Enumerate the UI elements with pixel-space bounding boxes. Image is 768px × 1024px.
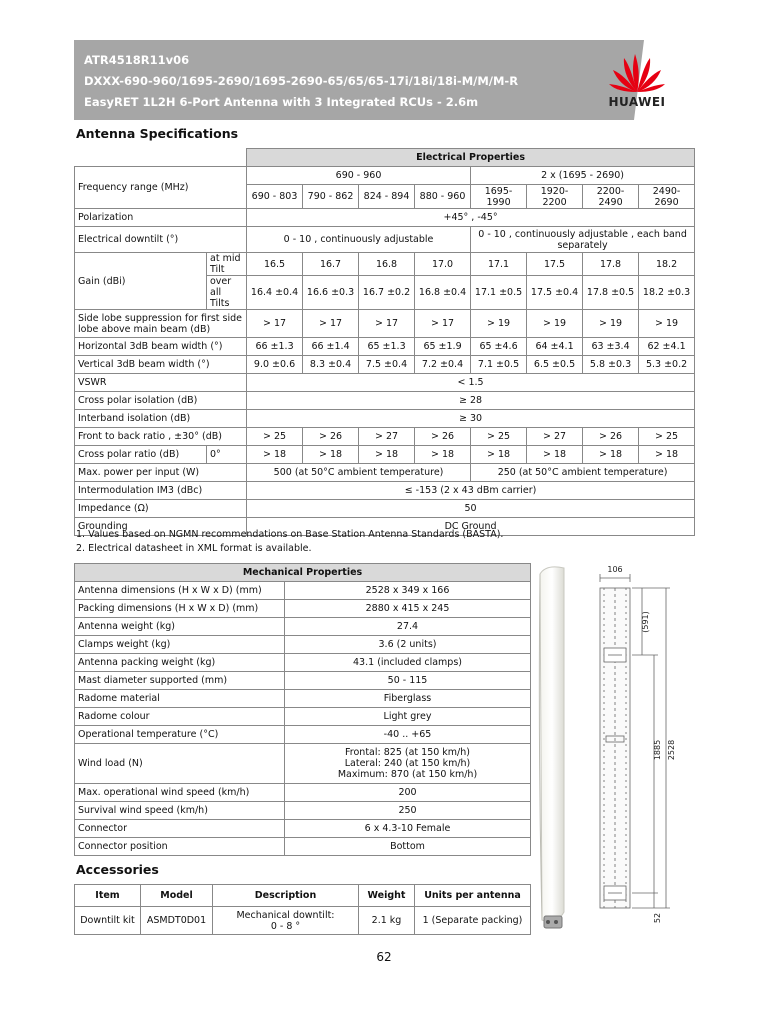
- hbw-cell: 64 ±4.1: [527, 338, 583, 356]
- mech-label: Connector: [75, 820, 285, 838]
- wind-line: Lateral: 240 (at 150 km/h): [344, 758, 471, 769]
- mechanical-title: Mechanical Properties: [75, 564, 531, 582]
- cpi-value: ≥ 28: [247, 392, 695, 410]
- mechanical-properties-table: [74, 563, 531, 856]
- huawei-logo: [588, 52, 686, 114]
- sidelobe-cell: > 17: [415, 310, 471, 338]
- cpr-cell: > 18: [359, 446, 415, 464]
- vbw-cell: 7.5 ±0.4: [359, 356, 415, 374]
- mech-label: Antenna dimensions (H x W x D) (mm): [75, 582, 285, 600]
- hbw-cell: 65 ±1.9: [415, 338, 471, 356]
- wind-value: [285, 744, 531, 784]
- ftb-cell: > 27: [527, 428, 583, 446]
- hbw-row: [75, 338, 695, 356]
- sidelobe-cell: > 17: [303, 310, 359, 338]
- gain-cell: 16.4 ±0.4: [247, 276, 303, 310]
- vbw-row: [75, 356, 695, 374]
- cpi-label: Cross polar isolation (dB): [75, 392, 247, 410]
- dim-width: 106: [607, 565, 623, 574]
- vbw-cell: 8.3 ±0.4: [303, 356, 359, 374]
- impedance-label: Impedance (Ω): [75, 500, 247, 518]
- mech-label: Connector position: [75, 838, 285, 856]
- dim-bottom: 52: [653, 912, 662, 924]
- vbw-cell: 5.3 ±0.2: [639, 356, 695, 374]
- wind-line: Maximum: 870 (at 150 km/h): [337, 769, 478, 780]
- wind-label: Wind load (N): [75, 744, 285, 784]
- gain-cell: 17.1 ±0.5: [471, 276, 527, 310]
- mech-value: 2528 x 349 x 166: [285, 582, 531, 600]
- accessories-table: [74, 884, 531, 935]
- hbw-cell: 65 ±1.3: [359, 338, 415, 356]
- vbw-cell: 5.8 ±0.3: [583, 356, 639, 374]
- polarization-label: Polarization: [75, 209, 247, 227]
- cpr-cell: > 18: [415, 446, 471, 464]
- gain-label: Gain (dBi): [75, 253, 207, 310]
- antenna-3d-view: [539, 567, 564, 928]
- gain-cell: 18.2: [639, 253, 695, 276]
- downtilt-low: 0 - 10 , continuously adjustable: [247, 227, 471, 253]
- hbw-cell: 63 ±3.4: [583, 338, 639, 356]
- vswr-value: < 1.5: [247, 374, 695, 392]
- polarization-value: +45° , -45°: [247, 209, 695, 227]
- acc-header: Item: [75, 885, 141, 907]
- mech-value: 50 - 115: [285, 672, 531, 690]
- document-header: [74, 40, 694, 120]
- gain-all-label: over all Tilts: [207, 276, 247, 310]
- gain-cell: 17.8: [583, 253, 639, 276]
- subband-cell: 2490- 2690: [639, 185, 695, 209]
- mech-label: Operational temperature (°C): [75, 726, 285, 744]
- sidelobe-cell: > 17: [359, 310, 415, 338]
- gain-cell: 17.5: [527, 253, 583, 276]
- ftb-cell: > 25: [247, 428, 303, 446]
- mech-value: Bottom: [285, 838, 531, 856]
- electrical-title: Electrical Properties: [247, 149, 695, 167]
- gain-cell: 16.7: [303, 253, 359, 276]
- band-low: 690 - 960: [247, 167, 471, 185]
- power-low: 500 (at 50°C ambient temperature): [247, 464, 471, 482]
- ftb-cell: > 27: [359, 428, 415, 446]
- freq-label: Frequency range (MHz): [75, 167, 247, 209]
- ftb-cell: > 26: [303, 428, 359, 446]
- page-number: 62: [376, 950, 392, 964]
- cpr-cell: > 18: [471, 446, 527, 464]
- product-model: ATR4518R11v06: [84, 53, 190, 67]
- vbw-cell: 6.5 ±0.5: [527, 356, 583, 374]
- mech-label: Radome material: [75, 690, 285, 708]
- product-code: DXXX-690-960/1695-2690/1695-2690-65/65/65-17i/18i/18i-M/M/M-R: [84, 74, 519, 88]
- grounding-value: DC Ground: [247, 518, 695, 536]
- dim-top: (591): [641, 611, 650, 633]
- mech-value: 6 x 4.3-10 Female: [285, 820, 531, 838]
- dim-total: 2528: [667, 739, 676, 761]
- acc-header: Units per antenna: [415, 885, 531, 907]
- mech-value: 27.4: [285, 618, 531, 636]
- ftb-cell: > 26: [415, 428, 471, 446]
- sidelobe-cell: > 17: [247, 310, 303, 338]
- acc-cell: 1 (Separate packing): [415, 907, 531, 935]
- ftb-cell: > 26: [583, 428, 639, 446]
- downtilt-label: Electrical downtilt (°): [75, 227, 247, 253]
- note: 1. Values based on NGMN recommendations on Base Station Antenna Standards (BASTA).: [76, 529, 504, 540]
- subband-cell: 1920- 2200: [527, 185, 583, 209]
- mech-value: 200: [285, 784, 531, 802]
- vbw-cell: 7.2 ±0.4: [415, 356, 471, 374]
- sidelobe-cell: > 19: [639, 310, 695, 338]
- subband-cell: 790 - 862: [303, 185, 359, 209]
- section-title: Antenna Specifications: [76, 126, 239, 141]
- gain-cell: 17.5 ±0.4: [527, 276, 583, 310]
- mech-value: Light grey: [285, 708, 531, 726]
- acc-header: Weight: [359, 885, 415, 907]
- accessories-title: Accessories: [76, 862, 159, 877]
- sidelobe-cell: > 19: [471, 310, 527, 338]
- gain-cell: 17.0: [415, 253, 471, 276]
- cpr-label: Cross polar ratio (dB): [75, 446, 207, 464]
- mech-label: Mast diameter supported (mm): [75, 672, 285, 690]
- hbw-cell: 66 ±1.3: [247, 338, 303, 356]
- gain-cell: 17.8 ±0.5: [583, 276, 639, 310]
- cpr-cell: > 18: [639, 446, 695, 464]
- gain-cell: 18.2 ±0.3: [639, 276, 695, 310]
- product-description: EasyRET 1L2H 6-Port Antenna with 3 Integrated RCUs - 2.6m: [84, 95, 479, 109]
- gain-cell: 16.8 ±0.4: [415, 276, 471, 310]
- ibi-label: Interband isolation (dB): [75, 410, 247, 428]
- hbw-cell: 66 ±1.4: [303, 338, 359, 356]
- acc-cell: 2.1 kg: [359, 907, 415, 935]
- grounding-label: Grounding: [75, 518, 247, 536]
- ftb-cell: > 25: [471, 428, 527, 446]
- subband-cell: 2200- 2490: [583, 185, 639, 209]
- sidelobe-label: Side lobe suppression for first side lobe above main beam (dB): [75, 310, 247, 338]
- cpr-row: [75, 446, 695, 464]
- mech-label: Clamps weight (kg): [75, 636, 285, 654]
- mech-label: Survival wind speed (km/h): [75, 802, 285, 820]
- vbw-cell: 7.1 ±0.5: [471, 356, 527, 374]
- gain-mid-row: [75, 253, 695, 276]
- vswr-label: VSWR: [75, 374, 247, 392]
- mech-label: Max. operational wind speed (km/h): [75, 784, 285, 802]
- im3-label: Intermodulation IM3 (dBc): [75, 482, 247, 500]
- acc-cell: ASMDT0D01: [141, 907, 213, 935]
- vbw-label: Vertical 3dB beam width (°): [75, 356, 247, 374]
- sidelobe-cell: > 19: [527, 310, 583, 338]
- cpr-cell: > 18: [583, 446, 639, 464]
- mech-label: Radome colour: [75, 708, 285, 726]
- ftb-row: [75, 428, 695, 446]
- gain-cell: 17.1: [471, 253, 527, 276]
- gain-mid-label: at mid Tilt: [207, 253, 247, 276]
- hbw-cell: 62 ±4.1: [639, 338, 695, 356]
- mech-value: 250: [285, 802, 531, 820]
- gain-cell: 16.8: [359, 253, 415, 276]
- subband-cell: 690 - 803: [247, 185, 303, 209]
- subband-cell: 1695- 1990: [471, 185, 527, 209]
- mech-label: Antenna weight (kg): [75, 618, 285, 636]
- power-label: Max. power per input (W): [75, 464, 247, 482]
- hbw-label: Horizontal 3dB beam width (°): [75, 338, 247, 356]
- acc-cell: Downtilt kit: [75, 907, 141, 935]
- vbw-cell: 9.0 ±0.6: [247, 356, 303, 374]
- mech-label: Packing dimensions (H x W x D) (mm): [75, 600, 285, 618]
- mech-value: -40 .. +65: [285, 726, 531, 744]
- cpr-cell: > 18: [303, 446, 359, 464]
- impedance-value: 50: [247, 500, 695, 518]
- sidelobe-cell: > 19: [583, 310, 639, 338]
- acc-header: Model: [141, 885, 213, 907]
- dim-mid: 1885: [653, 739, 662, 761]
- acc-cell: Mechanical downtilt: 0 - 8 °: [213, 907, 359, 935]
- mech-label: Antenna packing weight (kg): [75, 654, 285, 672]
- acc-header: Description: [213, 885, 359, 907]
- gain-cell: 16.6 ±0.3: [303, 276, 359, 310]
- mech-value: 3.6 (2 units): [285, 636, 531, 654]
- sidelobe-row: [75, 310, 695, 338]
- electrical-properties-table: [74, 148, 695, 536]
- subband-cell: 824 - 894: [359, 185, 415, 209]
- huawei-flower-icon: [608, 52, 666, 92]
- mech-value: 43.1 (included clamps): [285, 654, 531, 672]
- gain-cell: 16.7 ±0.2: [359, 276, 415, 310]
- im3-value: ≤ -153 (2 x 43 dBm carrier): [247, 482, 695, 500]
- cpr-cell: > 18: [527, 446, 583, 464]
- band-high: 2 x (1695 - 2690): [471, 167, 695, 185]
- antenna-drawing: [534, 560, 694, 940]
- ibi-value: ≥ 30: [247, 410, 695, 428]
- mech-value: 2880 x 415 x 245: [285, 600, 531, 618]
- subband-cell: 880 - 960: [415, 185, 471, 209]
- gain-cell: 16.5: [247, 253, 303, 276]
- table-notes: [76, 528, 503, 556]
- hbw-cell: 65 ±4.6: [471, 338, 527, 356]
- ftb-cell: > 25: [639, 428, 695, 446]
- mech-value: Fiberglass: [285, 690, 531, 708]
- downtilt-high: 0 - 10 , continuously adjustable , each band separately: [471, 227, 695, 253]
- brand-name: HUAWEI: [608, 95, 666, 109]
- note: 2. Electrical datasheet in XML format is available.: [76, 543, 312, 554]
- power-high: 250 (at 50°C ambient temperature): [471, 464, 695, 482]
- ftb-label: Front to back ratio , ±30° (dB): [75, 428, 247, 446]
- wind-line: Frontal: 825 (at 150 km/h): [345, 747, 470, 758]
- cpr-angle: 0°: [207, 446, 247, 464]
- cpr-cell: > 18: [247, 446, 303, 464]
